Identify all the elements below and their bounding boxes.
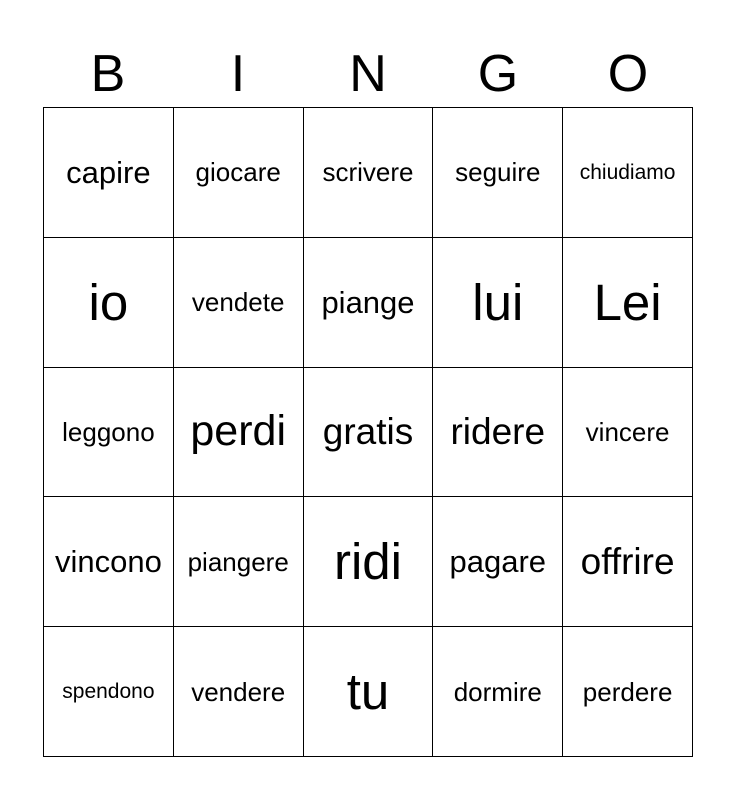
bingo-header <box>43 42 693 106</box>
bingo-cell: lui <box>433 238 563 368</box>
bingo-cell: dormire <box>433 627 563 757</box>
bingo-cell: vincono <box>44 497 174 627</box>
bingo-cell: perdi <box>174 368 304 498</box>
header-letter-n: N <box>349 45 387 103</box>
bingo-cell: seguire <box>433 108 563 238</box>
bingo-cell: ridere <box>433 368 563 498</box>
bingo-cell: perdere <box>563 627 693 757</box>
header-letter-g: G <box>477 45 519 103</box>
bingo-cell: vendere <box>174 627 304 757</box>
bingo-cell: vincere <box>563 368 693 498</box>
bingo-cell: gratis <box>304 368 434 498</box>
bingo-cell: piangere <box>174 497 304 627</box>
bingo-cell: giocare <box>174 108 304 238</box>
header-letter-o: O <box>607 45 649 103</box>
header-letter-b: B <box>90 45 126 103</box>
bingo-cell: leggono <box>44 368 174 498</box>
header-letter-i: I <box>230 45 246 103</box>
bingo-cell: ridi <box>304 497 434 627</box>
bingo-cell: vendete <box>174 238 304 368</box>
bingo-cell: spendono <box>44 627 174 757</box>
bingo-cell: capire <box>44 108 174 238</box>
bingo-cell: Lei <box>563 238 693 368</box>
bingo-cell: io <box>44 238 174 368</box>
bingo-cell: pagare <box>433 497 563 627</box>
bingo-cell: tu <box>304 627 434 757</box>
bingo-cell: scrivere <box>304 108 434 238</box>
bingo-cell: offrire <box>563 497 693 627</box>
bingo-cell: chiudiamo <box>563 108 693 238</box>
bingo-board <box>43 107 693 757</box>
bingo-cell: piange <box>304 238 434 368</box>
